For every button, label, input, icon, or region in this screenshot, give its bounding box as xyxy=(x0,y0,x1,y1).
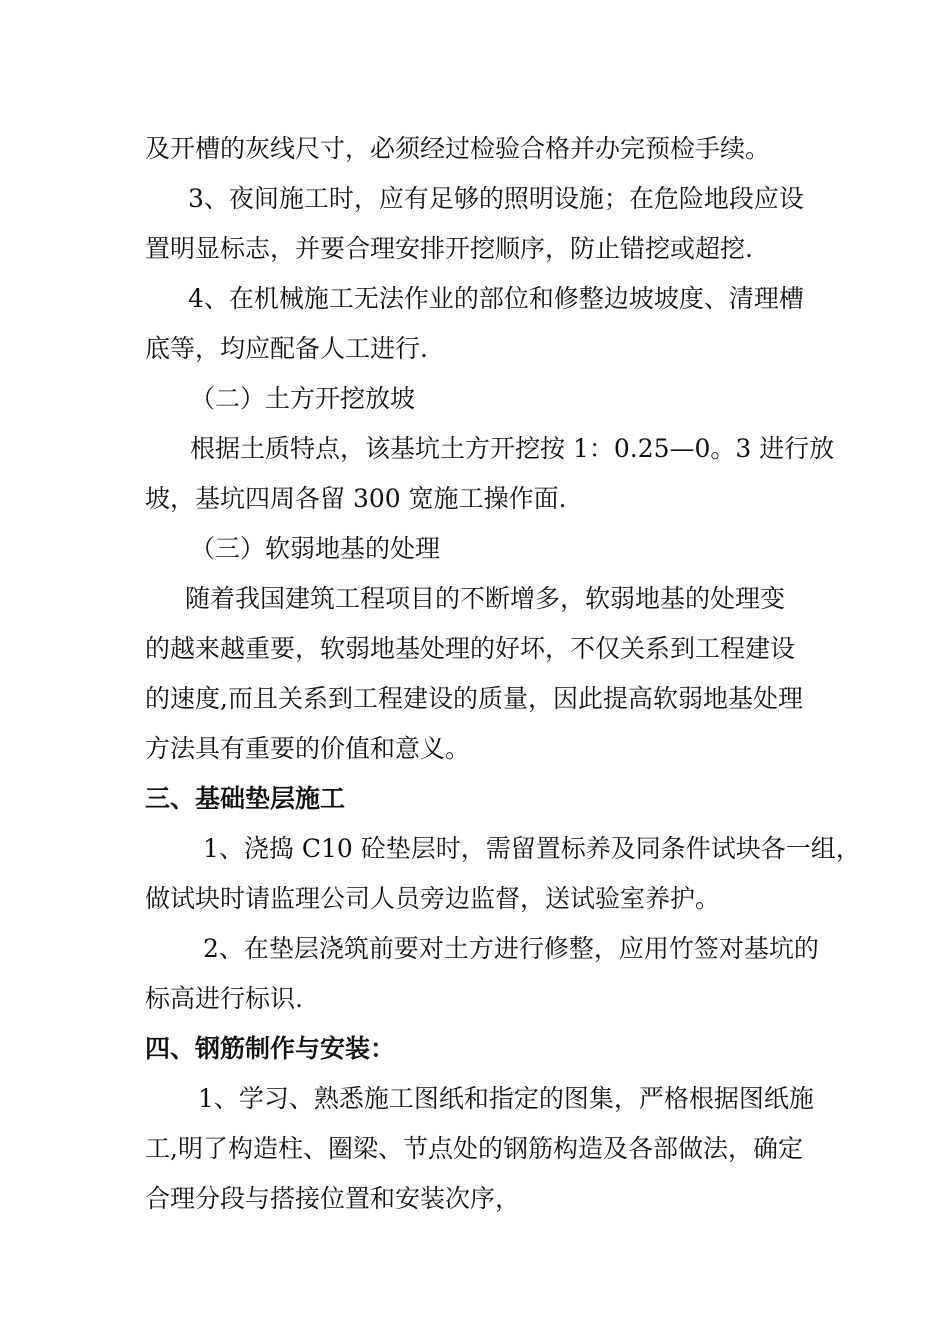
subheading: （二）土方开挖放坡 xyxy=(190,384,416,413)
text-line: 合理分段与搭接位置和安装次序， xyxy=(145,1184,521,1213)
text-line: 做试块时请监理公司人员旁边监督，送试验室养护。 xyxy=(145,884,721,913)
text-line: 方法具有重要的价值和意义。 xyxy=(145,734,471,763)
text-line: 1、浇捣 C10 砼垫层时，需留置标养及同条件试块各一组， xyxy=(203,834,861,863)
text-line: 1、学习、熟悉施工图纸和指定的图集，严格根据图纸施 xyxy=(198,1084,814,1113)
text-line: 的速度,而且关系到工程建设的质量，因此提高软弱地基处理 xyxy=(145,684,803,713)
text-line: 2、在垫层浇筑前要对土方进行修整，应用竹签对基坑的 xyxy=(203,934,819,963)
text-line: 及开槽的灰线尺寸，必须经过检验合格并办完预检手续。 xyxy=(145,134,771,163)
text-line: 3、夜间施工时，应有足够的照明设施；在危险地段应设 xyxy=(188,184,804,213)
text-line: 根据土质特点，该基坑土方开挖按 1：0.25—0。3 进行放 xyxy=(190,434,835,463)
text-line: 标高进行标识. xyxy=(145,984,303,1013)
text-line: 坡，基坑四周各留 300 宽施工操作面. xyxy=(145,484,567,513)
text-line: 的越来越重要，软弱地基处理的好坏，不仅关系到工程建设 xyxy=(145,634,796,663)
text-line: 底等，均应配备人工进行. xyxy=(145,334,428,363)
text-line: 置明显标志，并要合理安排开挖顺序，防止错挖或超挖. xyxy=(145,234,753,263)
section-heading: 三、基础垫层施工 xyxy=(145,784,346,813)
text-line: 工,明了构造柱、圈梁、节点处的钢筋构造及各部做法，确定 xyxy=(145,1134,803,1163)
text-line: 4、在机械施工无法作业的部位和修整边坡坡度、清理槽 xyxy=(188,284,804,313)
subheading: （三）软弱地基的处理 xyxy=(190,534,441,563)
text-line: 随着我国建筑工程项目的不断增多，软弱地基的处理变 xyxy=(185,584,786,613)
section-heading: 四、钢筋制作与安装： xyxy=(145,1034,396,1063)
